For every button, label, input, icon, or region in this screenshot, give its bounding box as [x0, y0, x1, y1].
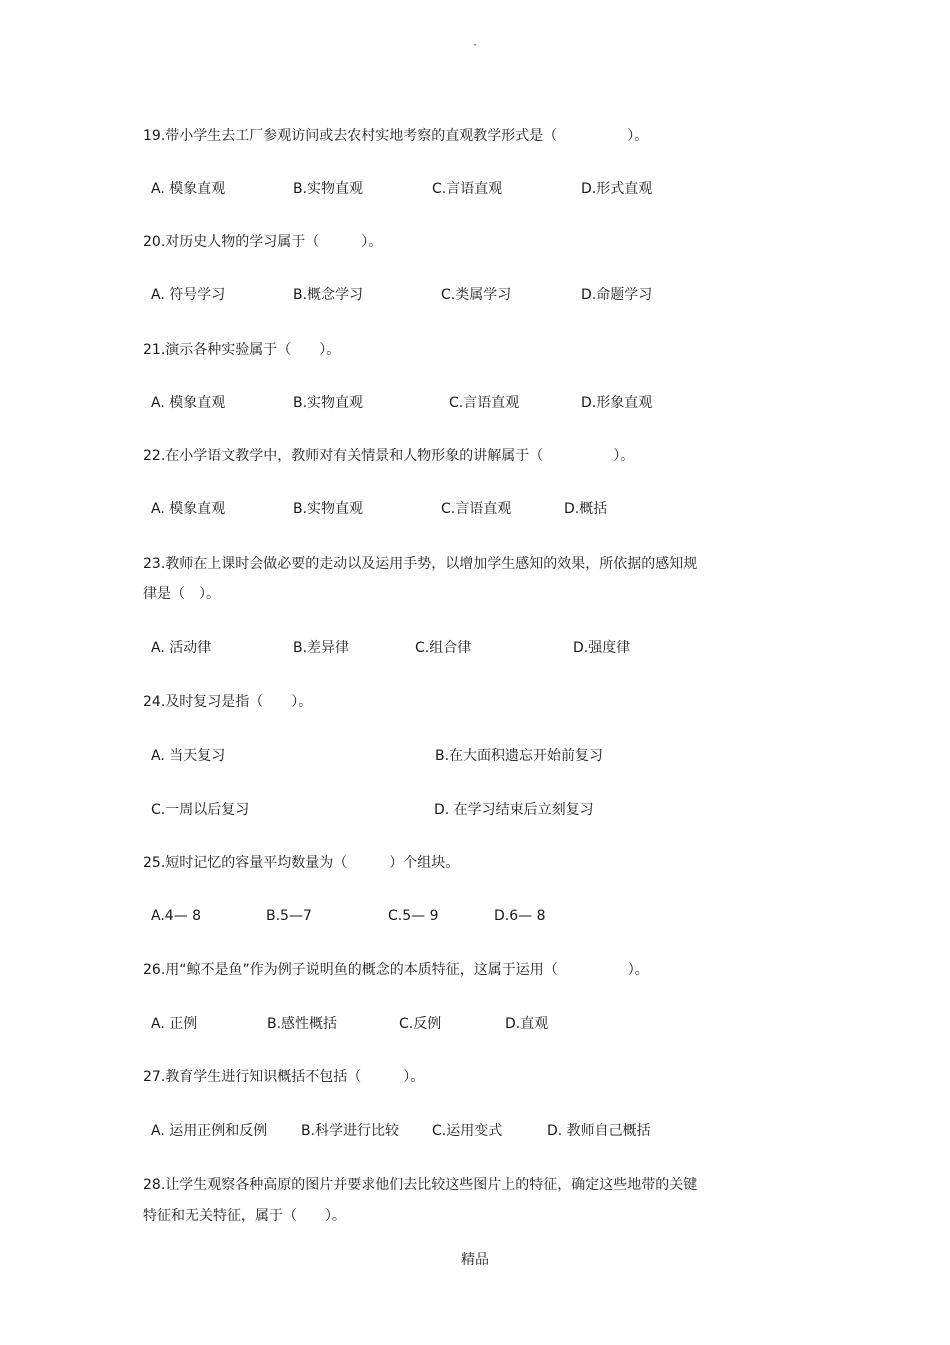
question-25-option-a: A.4— 8: [151, 908, 202, 924]
question-22-option-a: A. 模象直观: [151, 501, 226, 517]
question-19-option-d: D.形式直观: [581, 181, 653, 197]
question-19-option-b: B.实物直观: [293, 181, 364, 197]
question-20-option-b: B.概念学习: [293, 287, 364, 303]
question-25-option-d: D.6— 8: [494, 908, 546, 924]
question-23-option-a: A. 活动律: [151, 640, 212, 656]
question-22-option-d: D.概括: [564, 501, 608, 517]
question-23-option-b: B.差异律: [293, 640, 350, 656]
question-25-stem: 25.短时记忆的容量平均数量为（ ）个组块。: [143, 855, 460, 871]
question-22-stem: 22.在小学语文教学中，教师对有关情景和人物形象的讲解属于（ ）。: [143, 448, 635, 464]
question-19-option-a: A. 模象直观: [151, 181, 226, 197]
question-24-option-b: B.在大面积遗忘开始前复习: [435, 748, 604, 764]
question-23-stem: 23.教师在上课时会做必要的走动以及运用手势，以增加学生感知的效果，所依据的感知规: [143, 556, 698, 572]
question-27-option-d: D. 教师自己概括: [547, 1123, 651, 1139]
question-24-option-d: D. 在学习结束后立刻复习: [434, 802, 594, 818]
question-24-option-a: A. 当天复习: [151, 748, 226, 764]
question-27-option-b: B.科学进行比较: [301, 1123, 400, 1139]
question-21-option-a: A. 模象直观: [151, 395, 226, 411]
question-22-option-c: C.言语直观: [441, 501, 512, 517]
question-21-stem: 21.演示各种实验属于（ ）。: [143, 342, 341, 358]
question-24-option-c: C.一周以后复习: [151, 802, 250, 818]
question-26-option-a: A. 正例: [151, 1016, 198, 1032]
question-27-option-a: A. 运用正例和反例: [151, 1123, 268, 1139]
page-footer: 精品: [461, 1252, 489, 1268]
page-mark: ·: [473, 38, 477, 52]
question-19-option-c: C.言语直观: [432, 181, 503, 197]
question-23-stem-line2: 律是（ ）。: [143, 586, 220, 602]
question-25-option-c: C.5— 9: [388, 908, 439, 924]
question-20-stem: 20.对历史人物的学习属于（ ）。: [143, 234, 383, 250]
question-21-option-d: D.形象直观: [581, 395, 653, 411]
question-20-option-a: A. 符号学习: [151, 287, 226, 303]
question-27-option-c: C.运用变式: [432, 1123, 503, 1139]
question-21-option-b: B.实物直观: [293, 395, 364, 411]
question-23-option-d: D.强度律: [573, 640, 631, 656]
question-19-stem: 19.带小学生去工厂参观访问或去农村实地考察的直观教学形式是（ ）。: [143, 128, 649, 144]
question-26-option-b: B.感性概括: [267, 1016, 338, 1032]
question-23-option-c: C.组合律: [415, 640, 472, 656]
question-26-stem: 26.用“鲸不是鱼”作为例子说明鱼的概念的本质特征，这属于运用（ ）。: [143, 962, 649, 978]
question-25-option-b: B.5—7: [266, 908, 312, 924]
question-22-option-b: B.实物直观: [293, 501, 364, 517]
question-28-stem-line2: 特征和无关特征，属于（ ）。: [143, 1208, 346, 1224]
question-20-option-d: D.命题学习: [581, 287, 653, 303]
question-26-option-d: D.直观: [505, 1016, 549, 1032]
question-27-stem: 27.教育学生进行知识概括不包括（ ）。: [143, 1069, 425, 1085]
question-28-stem: 28.让学生观察各种高原的图片并要求他们去比较这些图片上的特征，确定这些地带的关键: [143, 1177, 698, 1193]
question-21-option-c: C.言语直观: [449, 395, 520, 411]
question-24-stem: 24.及时复习是指（ ）。: [143, 694, 313, 710]
question-26-option-c: C.反例: [399, 1016, 442, 1032]
question-20-option-c: C.类属学习: [441, 287, 512, 303]
